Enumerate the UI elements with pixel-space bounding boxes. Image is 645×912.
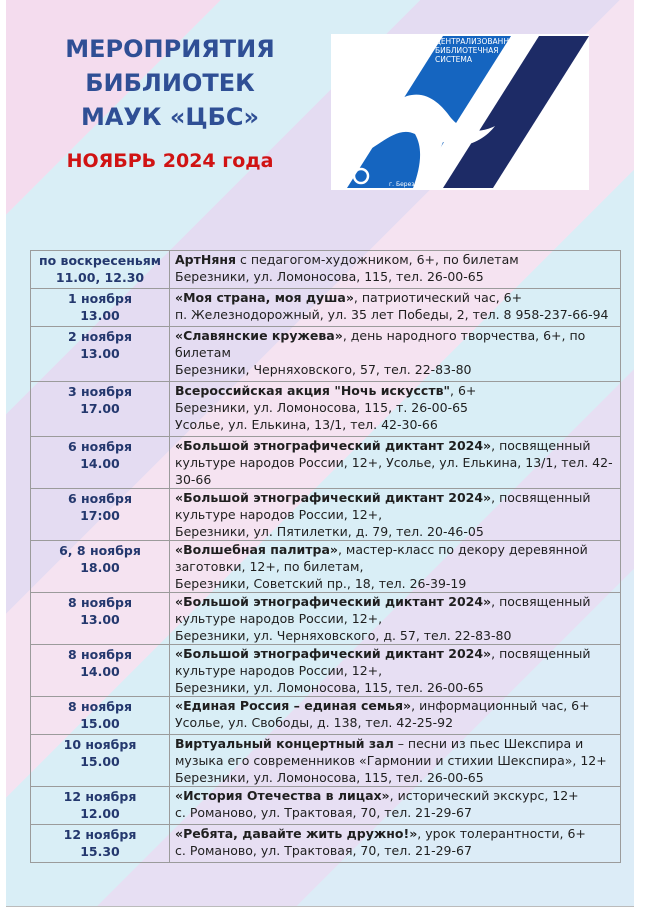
event-row xyxy=(31,825,621,863)
event-date-cell xyxy=(31,251,170,289)
event-date-cell xyxy=(31,787,170,825)
event-time: 13.00 xyxy=(80,612,120,627)
event-row xyxy=(31,697,621,735)
event-address: Березники, ул. Ломоносова, 115, тел. 26-00-65 xyxy=(175,770,484,785)
event-date: 6, 8 ноября xyxy=(59,543,141,558)
event-time: 14.00 xyxy=(80,664,120,679)
event-address: Березники, ул. Пятилетки, д. 79, тел. 20-46-05 xyxy=(175,524,484,539)
event-address: п. Железнодорожный, ул. 35 лет Победы, 2, тел. 8 958-237-66-94 xyxy=(175,307,609,322)
event-address: с. Романово, ул. Трактовая, 70, тел. 21-29-67 xyxy=(175,843,472,858)
event-info-cell xyxy=(170,251,621,289)
event-time: 15.00 xyxy=(80,754,120,769)
event-date-cell xyxy=(31,289,170,327)
event-title: «Большой этнографический диктант 2024» xyxy=(175,490,492,505)
event-details: , посвященный культуре народов России, 12+, xyxy=(175,646,591,678)
event-date: 6 ноября xyxy=(67,491,132,506)
event-info-cell xyxy=(170,645,621,697)
event-time: 12.00 xyxy=(80,806,120,821)
title-line: БИБЛИОТЕК xyxy=(85,69,255,97)
event-date-cell xyxy=(31,825,170,863)
event-time: 13.00 xyxy=(80,346,120,361)
event-description xyxy=(175,697,616,714)
event-row xyxy=(31,593,621,645)
event-details: , информационный час, 6+ xyxy=(411,698,590,713)
event-details: , патриотический час, 6+ xyxy=(353,290,523,305)
event-title: «История Отечества в лицах» xyxy=(175,788,390,803)
event-title: Виртуальный концертный зал xyxy=(175,736,394,751)
event-title: «Ребята, давайте жить дружно!» xyxy=(175,826,418,841)
event-title: «Моя страна, моя душа» xyxy=(175,290,354,305)
event-row xyxy=(31,787,621,825)
event-address: Усолье, ул. Свободы, д. 138, тел. 42-25-92 xyxy=(175,715,454,730)
event-description xyxy=(175,382,616,399)
event-title: «Волшебная палитра» xyxy=(175,542,338,557)
event-row xyxy=(31,437,621,489)
event-info-cell xyxy=(170,489,621,541)
event-date: 8 ноября xyxy=(67,595,132,610)
event-date: 12 ноября xyxy=(63,789,137,804)
library-system-logo xyxy=(331,34,589,190)
event-info-cell xyxy=(170,735,621,787)
event-info-cell xyxy=(170,825,621,863)
event-date-cell xyxy=(31,382,170,437)
event-title: «Большой этнографический диктант 2024» xyxy=(175,594,492,609)
logo-city: г. Березники xyxy=(389,181,430,188)
event-date-cell xyxy=(31,327,170,382)
event-address: Березники, ул. Ломоносова, 115, тел. 26-00-65 xyxy=(175,680,484,695)
bottom-border xyxy=(6,906,634,907)
event-date: 1 ноября xyxy=(67,291,132,306)
event-info-cell xyxy=(170,593,621,645)
event-description xyxy=(175,251,616,268)
event-description xyxy=(175,645,616,679)
event-date-cell xyxy=(31,645,170,697)
event-row xyxy=(31,289,621,327)
event-time: 11.00, 12.30 xyxy=(55,270,145,285)
event-address: Березники, Черняховского, 57, тел. 22-83-80 xyxy=(175,362,472,377)
title-line: МАУК «ЦБС» xyxy=(80,103,260,131)
event-description xyxy=(175,437,616,488)
event-title: Всероссийская акция "Ночь искусств" xyxy=(175,383,450,398)
event-description xyxy=(175,735,616,769)
logo-text-line: ЦЕНТРАЛИЗОВАННАЯ xyxy=(435,37,520,46)
event-address: Усолье, ул. Елькина, 13/1, тел. 42-30-66 xyxy=(175,417,438,432)
event-date-cell xyxy=(31,697,170,735)
event-address: Березники, ул. Черняховского, д. 57, тел. 22-83-80 xyxy=(175,628,512,643)
event-date: по воскресеньям xyxy=(38,253,162,268)
event-row xyxy=(31,251,621,289)
event-details: с педагогом-художником, 6+, по билетам xyxy=(236,252,519,267)
event-description xyxy=(175,825,616,842)
event-info-cell xyxy=(170,787,621,825)
event-details: , урок толерантности, 6+ xyxy=(417,826,586,841)
event-address: с. Романово, ул. Трактовая, 70, тел. 21-29-67 xyxy=(175,805,472,820)
event-description xyxy=(175,787,616,804)
event-details: , посвященный культуре народов России, 12+, Усолье, ул. Елькина, 13/1, тел. 42-30-66 xyxy=(175,438,613,487)
event-info-cell xyxy=(170,437,621,489)
event-address: Березники, ул. Ломоносова, 115, т. 26-00-65 xyxy=(175,400,468,415)
event-details: , посвященный культуре народов России, 12+, xyxy=(175,490,591,522)
event-description xyxy=(175,489,616,523)
event-title: «Большой этнографический диктант 2024» xyxy=(175,438,492,453)
event-time: 15.00 xyxy=(80,716,120,731)
event-date: 8 ноября xyxy=(67,647,132,662)
event-date: 12 ноября xyxy=(63,827,137,842)
event-row xyxy=(31,489,621,541)
event-details: , мастер-класс по декору деревянной заготовки, 12+, по билетам, xyxy=(175,542,588,574)
event-description xyxy=(175,289,616,306)
event-description xyxy=(175,327,616,361)
event-row xyxy=(31,645,621,697)
logo-text-line: СИСТЕМА xyxy=(435,55,473,64)
event-info-cell xyxy=(170,697,621,735)
event-description xyxy=(175,593,616,627)
month-heading: НОЯБРЬ 2024 года xyxy=(66,150,274,172)
event-details: , день народного творчества, 6+, по билетам xyxy=(175,328,586,360)
event-time: 14.00 xyxy=(80,456,120,471)
event-description xyxy=(175,541,616,575)
event-title: «Большой этнографический диктант 2024» xyxy=(175,646,492,661)
event-date-cell xyxy=(31,593,170,645)
event-details: , исторический экскурс, 12+ xyxy=(389,788,579,803)
event-time: 15.30 xyxy=(80,844,120,859)
logo-text-line: БИБЛИОТЕЧНАЯ xyxy=(435,46,499,55)
event-date-cell xyxy=(31,437,170,489)
event-date: 8 ноября xyxy=(67,699,132,714)
event-info-cell xyxy=(170,382,621,437)
event-address: Березники, ул. Ломоносова, 115, тел. 26-00-65 xyxy=(175,269,484,284)
event-date-cell xyxy=(31,489,170,541)
event-row xyxy=(31,327,621,382)
event-details: , 6+ xyxy=(450,383,477,398)
event-date-cell xyxy=(31,541,170,593)
event-info-cell xyxy=(170,541,621,593)
event-date: 6 ноября xyxy=(67,439,132,454)
event-date: 2 ноября xyxy=(67,329,132,344)
event-date: 10 ноября xyxy=(63,737,137,752)
event-row xyxy=(31,541,621,593)
title-line: МЕРОПРИЯТИЯ xyxy=(65,35,275,63)
event-date-cell xyxy=(31,735,170,787)
event-details: – песни из пьес Шекспира и музыка его современников «Гармонии и стихии Шекспира», 12+ xyxy=(175,736,607,768)
events-table xyxy=(30,250,621,863)
event-title: «Славянские кружева» xyxy=(175,328,343,343)
event-title: АртНяня xyxy=(175,252,237,267)
event-time: 17.00 xyxy=(80,401,120,416)
event-time: 13.00 xyxy=(80,308,120,323)
event-details: , посвященный культуре народов России, 12+, xyxy=(175,594,591,626)
event-info-cell xyxy=(170,289,621,327)
event-row xyxy=(31,735,621,787)
event-info-cell xyxy=(170,327,621,382)
event-time: 17:00 xyxy=(80,508,120,523)
event-title: «Единая Россия – единая семья» xyxy=(175,698,412,713)
event-time: 18.00 xyxy=(80,560,120,575)
event-address: Березники, Советский пр., 18, тел. 26-39-19 xyxy=(175,576,467,591)
event-date: 3 ноября xyxy=(67,384,132,399)
poster-title xyxy=(50,32,290,134)
event-row xyxy=(31,382,621,437)
